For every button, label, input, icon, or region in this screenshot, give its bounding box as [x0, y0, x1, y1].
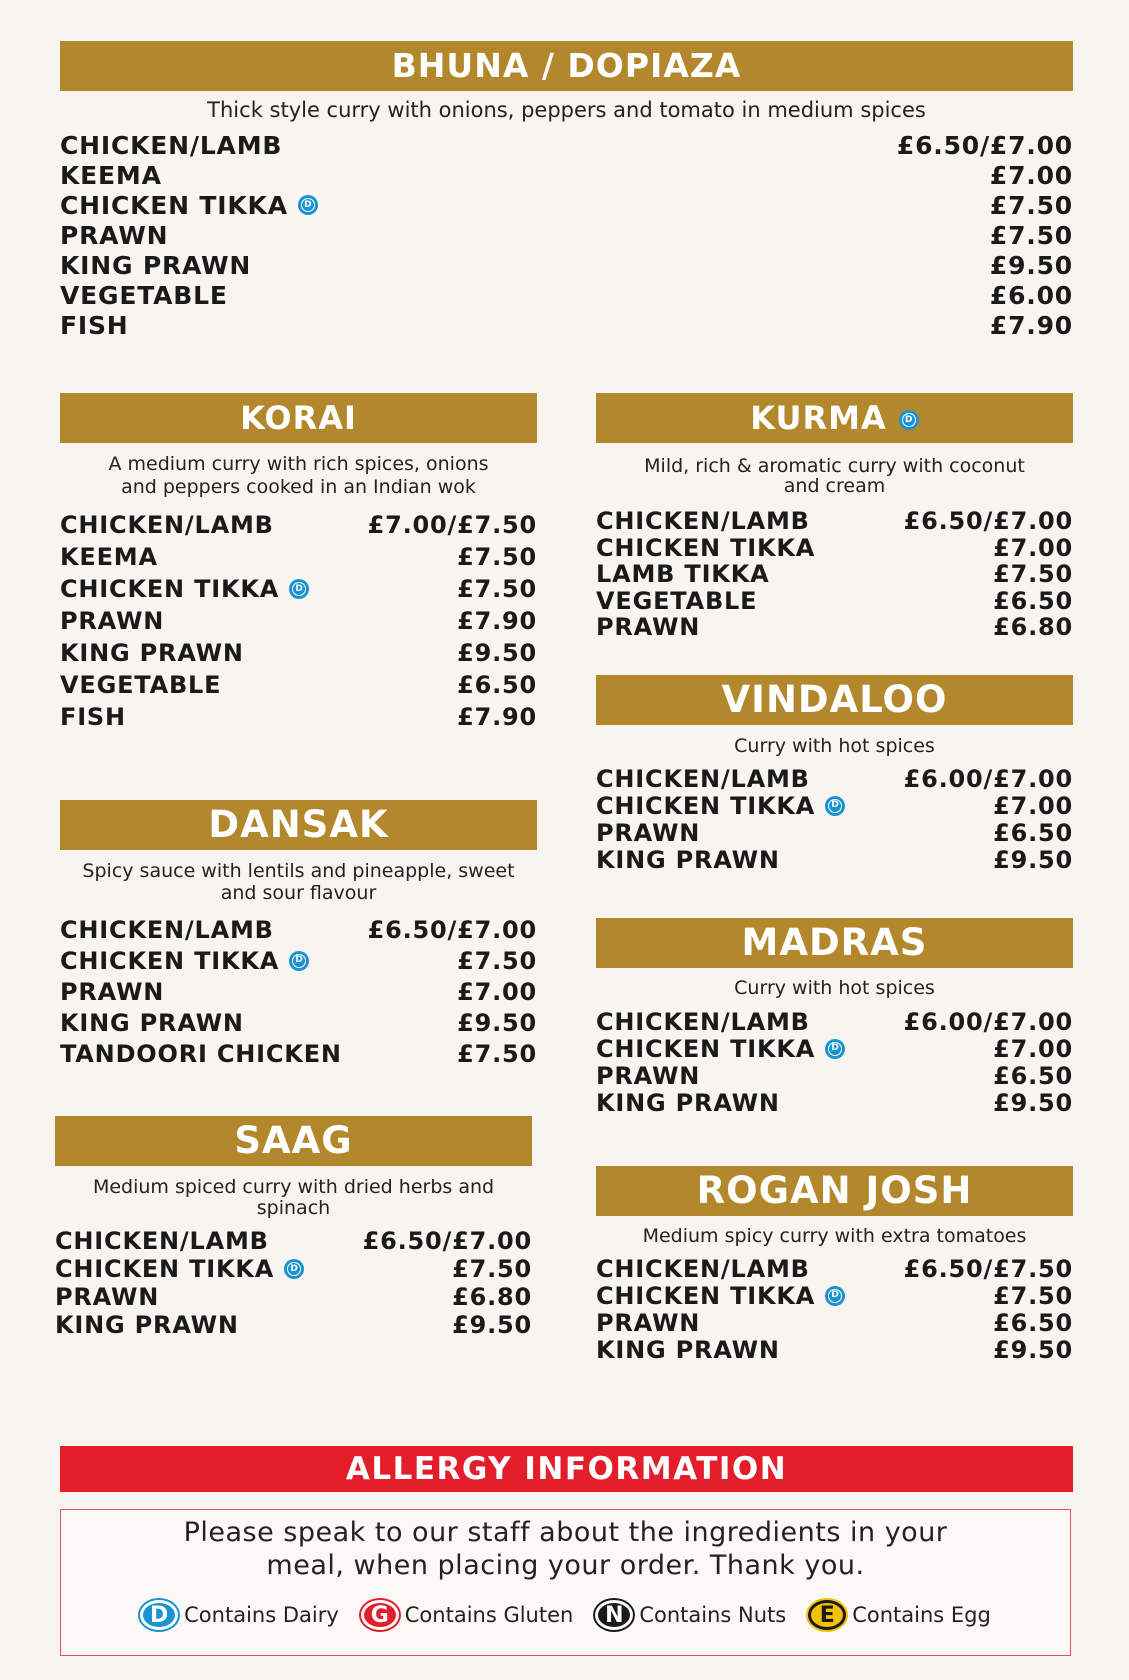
- menu-item-price: £7.50: [993, 560, 1073, 589]
- menu-item-name: CHICKEN TIKKA D: [60, 575, 309, 603]
- menu-item-price: £7.50: [457, 946, 537, 975]
- menu-item: [596, 1035, 1073, 1062]
- menu-item: [60, 310, 1073, 340]
- menu-item: [596, 588, 1073, 615]
- menu-item: [60, 669, 537, 701]
- menu-item: [596, 1089, 1073, 1116]
- menu-item: [60, 250, 1073, 280]
- dairy-icon: D: [825, 796, 845, 816]
- menu-item: [596, 1255, 1073, 1282]
- menu-item: [55, 1255, 532, 1283]
- section-title-madras: MADRAS: [596, 918, 1073, 968]
- section-title-saag: SAAG: [55, 1116, 532, 1166]
- menu-item-price: £6.80: [993, 613, 1073, 642]
- menu-item-name: CHICKEN/LAMB: [55, 1227, 269, 1255]
- section-rogan-josh: [596, 1166, 1073, 1363]
- dairy-icon: D: [825, 1286, 845, 1306]
- menu-item: [596, 1309, 1073, 1336]
- menu-item-price: £6.00/£7.00: [903, 1007, 1073, 1036]
- menu-item: [596, 846, 1073, 873]
- menu-item-price: £6.50/£7.00: [367, 915, 537, 944]
- menu-item: [596, 561, 1073, 588]
- menu-item-name: CHICKEN TIKKA D: [596, 1035, 845, 1063]
- menu-item: [596, 792, 1073, 819]
- menu-item-price: £6.50: [993, 1308, 1073, 1337]
- menu-list-madras: [596, 1008, 1073, 1116]
- menu-item: [596, 508, 1073, 535]
- section-korai: [60, 393, 537, 733]
- menu-item-name: PRAWN: [60, 977, 165, 1006]
- menu-item-price: £9.50: [993, 1088, 1073, 1117]
- section-title-vindaloo: VINDALOO: [596, 675, 1073, 725]
- menu-item-price: £7.00: [993, 791, 1073, 820]
- nuts-icon: N: [595, 1600, 633, 1630]
- section-title-kurma: [596, 393, 1073, 443]
- menu-item-price: £7.00: [989, 160, 1073, 190]
- menu-item-name: CHICKEN/LAMB: [596, 764, 810, 793]
- menu-list-rogan-josh: [596, 1255, 1073, 1363]
- menu-item-name: VEGETABLE: [596, 586, 758, 615]
- menu-item-name: KING PRAWN: [596, 845, 780, 874]
- dairy-icon: D: [284, 1259, 304, 1279]
- menu-item: [60, 509, 537, 541]
- menu-item-price: £6.50: [993, 1061, 1073, 1090]
- menu-item-name: KING PRAWN: [60, 250, 252, 280]
- menu-item: [596, 1336, 1073, 1363]
- section-description-vindaloo: Curry with hot spices: [734, 735, 935, 757]
- menu-item-name: KING PRAWN: [60, 1008, 244, 1037]
- menu-list-korai: [60, 509, 537, 733]
- menu-item-price: £7.90: [457, 703, 537, 731]
- menu-item-name: KEEMA: [60, 160, 162, 190]
- section-description-madras: Curry with hot spices: [734, 977, 935, 999]
- menu-list-kurma: [596, 508, 1073, 641]
- menu-item: [60, 190, 1073, 220]
- menu-item-price: £6.50: [993, 586, 1073, 615]
- section-description-saag: Medium spiced curry with dried herbs and spinach: [92, 1176, 495, 1219]
- menu-item-name: PRAWN: [596, 613, 701, 642]
- dairy-icon: D: [298, 195, 318, 215]
- menu-item-name: KING PRAWN: [596, 1088, 780, 1117]
- menu-item-name: LAMB TIKKA: [596, 560, 770, 589]
- legend-item: [808, 1600, 991, 1630]
- allergy-title: ALLERGY INFORMATION: [60, 1446, 1073, 1492]
- section-saag: [55, 1116, 532, 1339]
- menu-item-name: PRAWN: [60, 220, 169, 250]
- menu-item: [60, 1038, 537, 1069]
- menu-item-price: £6.50: [457, 671, 537, 699]
- menu-item: [60, 1007, 537, 1038]
- menu-item-name: PRAWN: [596, 818, 701, 847]
- section-title-korai: KORAI: [60, 393, 537, 443]
- menu-item-name: CHICKEN TIKKA D: [55, 1255, 304, 1283]
- section-vindaloo: [596, 675, 1073, 873]
- menu-item-price: £7.00: [457, 977, 537, 1006]
- menu-item: [596, 614, 1073, 641]
- menu-item-name: CHICKEN TIKKA: [596, 533, 816, 562]
- menu-item-name: CHICKEN/LAMB: [596, 1254, 810, 1283]
- menu-item-name: CHICKEN/LAMB: [60, 130, 283, 160]
- menu-item-price: £9.50: [993, 1335, 1073, 1364]
- section-description-dansak: Spicy sauce with lentils and pineapple, sweet and sour flavour: [82, 860, 515, 904]
- menu-item: [60, 220, 1073, 250]
- menu-item-name: PRAWN: [596, 1308, 701, 1337]
- menu-item-name: KING PRAWN: [60, 639, 244, 667]
- legend-label: Contains Nuts: [639, 1603, 787, 1627]
- menu-item: [60, 130, 1073, 160]
- menu-item-price: £7.50: [457, 575, 537, 603]
- section-title-bhuna: BHUNA / DOPIAZA: [60, 41, 1073, 91]
- menu-item-name: CHICKEN TIKKA D: [596, 1282, 845, 1310]
- menu-item: [60, 573, 537, 605]
- menu-item: [60, 541, 537, 573]
- menu-item-name: CHICKEN TIKKA D: [60, 191, 318, 220]
- menu-item: [60, 976, 537, 1007]
- section-title-rogan-josh: ROGAN JOSH: [596, 1166, 1073, 1216]
- menu-item: [596, 765, 1073, 792]
- menu-list-vindaloo: [596, 765, 1073, 873]
- menu-item-name: VEGETABLE: [60, 671, 222, 699]
- dairy-icon: D: [140, 1600, 178, 1630]
- section-bhuna: [60, 41, 1073, 340]
- menu-item: [60, 280, 1073, 310]
- menu-item-price: £7.00: [993, 533, 1073, 562]
- legend-label: Contains Dairy: [184, 1603, 339, 1627]
- legend-label: Contains Egg: [852, 1603, 991, 1627]
- menu-item-price: £7.90: [989, 310, 1073, 340]
- menu-item-price: £7.50: [457, 543, 537, 571]
- menu-item: [60, 701, 537, 733]
- menu-item-price: £6.00: [989, 280, 1073, 310]
- menu-item-name: PRAWN: [55, 1283, 160, 1311]
- allergy-info-box: [60, 1509, 1071, 1656]
- menu-item: [60, 160, 1073, 190]
- menu-list-dansak: [60, 914, 537, 1069]
- menu-item: [55, 1283, 532, 1311]
- dairy-icon: D: [825, 1039, 845, 1059]
- menu-list-bhuna: [60, 130, 1073, 340]
- section-description-kurma: Mild, rich & aromatic curry with coconut and cream: [644, 455, 1025, 497]
- menu-item: [55, 1311, 532, 1339]
- menu-item-name: CHICKEN/LAMB: [596, 507, 810, 536]
- allergen-legend: [61, 1600, 1070, 1630]
- menu-item-price: £7.00/£7.50: [367, 511, 537, 539]
- menu-item: [596, 535, 1073, 562]
- menu-item-name: PRAWN: [596, 1061, 701, 1090]
- legend-item: [140, 1600, 339, 1630]
- menu-item-name: CHICKEN TIKKA D: [596, 792, 845, 820]
- menu-item: [596, 1062, 1073, 1089]
- section-dansak: [60, 800, 537, 1069]
- gluten-icon: G: [361, 1600, 399, 1630]
- menu-item-name: CHICKEN/LAMB: [60, 915, 274, 944]
- dairy-icon: D: [289, 579, 309, 599]
- section-description-korai: A medium curry with rich spices, onions and peppers cooked in an Indian wok: [108, 453, 489, 498]
- menu-item: [60, 945, 537, 976]
- menu-item-name: TANDOORI CHICKEN: [60, 1039, 342, 1068]
- menu-item-price: £7.50: [989, 190, 1073, 220]
- menu-item-name: CHICKEN/LAMB: [596, 1007, 810, 1036]
- menu-item-price: £7.50: [989, 220, 1073, 250]
- menu-item-price: £9.50: [989, 250, 1073, 280]
- menu-item-name: KING PRAWN: [55, 1311, 239, 1339]
- menu-item-name: KING PRAWN: [596, 1335, 780, 1364]
- legend-item: [361, 1600, 574, 1630]
- menu-item: [596, 1008, 1073, 1035]
- menu-item-price: £7.90: [457, 607, 537, 635]
- menu-item-price: £6.50: [993, 818, 1073, 847]
- menu-item-name: CHICKEN TIKKA D: [60, 947, 309, 975]
- menu-item-price: £7.50: [993, 1281, 1073, 1310]
- menu-item-price: £9.50: [452, 1311, 532, 1339]
- menu-item-name: VEGETABLE: [60, 280, 228, 310]
- menu-item-price: £6.00/£7.00: [903, 764, 1073, 793]
- kurma-title-text: KURMA: [750, 399, 887, 437]
- dairy-icon: D: [899, 410, 919, 430]
- section-madras: [596, 918, 1073, 1116]
- menu-item: [596, 1282, 1073, 1309]
- menu-item-name: KEEMA: [60, 543, 158, 571]
- menu-item-name: FISH: [60, 310, 129, 340]
- section-description-rogan-josh: Medium spicy curry with extra tomatoes: [642, 1225, 1027, 1247]
- menu-item-price: £9.50: [457, 1008, 537, 1037]
- menu-item-price: £6.50/£7.00: [362, 1227, 532, 1255]
- menu-item-name: FISH: [60, 703, 126, 731]
- section-title-dansak: DANSAK: [60, 800, 537, 850]
- menu-item-price: £9.50: [993, 845, 1073, 874]
- menu-item: [60, 605, 537, 637]
- menu-item-name: CHICKEN/LAMB: [60, 511, 274, 539]
- menu-item-name: PRAWN: [60, 607, 165, 635]
- menu-item: [60, 637, 537, 669]
- menu-item-price: £6.50/£7.00: [896, 130, 1073, 160]
- menu-item: [60, 914, 537, 945]
- menu-item-price: £7.50: [457, 1039, 537, 1068]
- allergy-text: Please speak to our staff about the ingredients in your meal, when placing your order. Thank you.: [183, 1517, 948, 1581]
- menu-item: [596, 819, 1073, 846]
- legend-label: Contains Gluten: [404, 1603, 574, 1627]
- egg-icon: E: [808, 1600, 846, 1630]
- menu-item-price: £9.50: [457, 639, 537, 667]
- legend-item: [595, 1600, 786, 1630]
- dairy-icon: D: [289, 951, 309, 971]
- menu-item-price: £6.50/£7.00: [903, 507, 1073, 536]
- section-kurma: [596, 393, 1073, 641]
- menu-list-saag: [55, 1227, 532, 1339]
- menu-item-price: £6.50/£7.50: [903, 1254, 1073, 1283]
- menu-item: [55, 1227, 532, 1255]
- menu-item-price: £7.50: [452, 1255, 532, 1283]
- section-description-bhuna: Thick style curry with onions, peppers and tomato in medium spices: [207, 98, 926, 122]
- menu-item-price: £7.00: [993, 1034, 1073, 1063]
- menu-item-price: £6.80: [452, 1283, 532, 1311]
